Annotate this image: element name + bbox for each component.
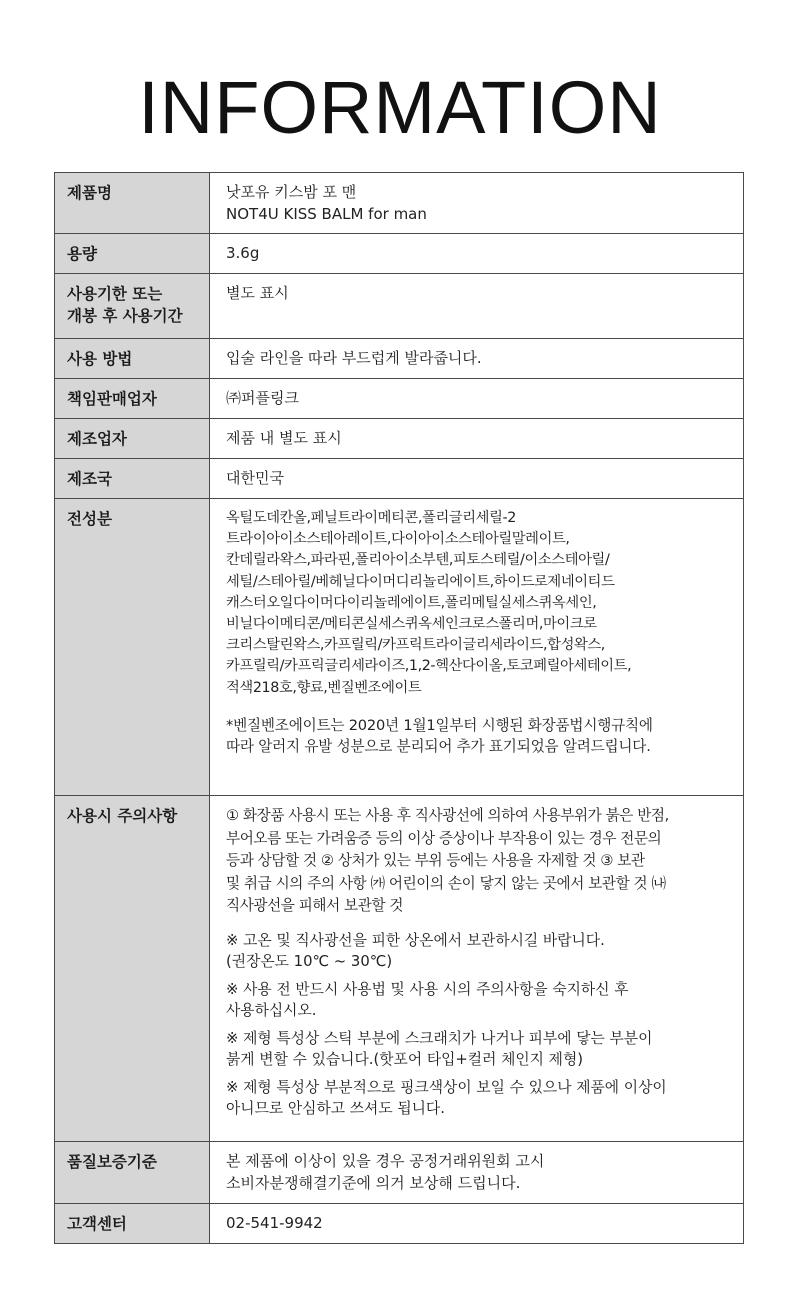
value-cell	[210, 173, 744, 234]
label-cell	[55, 499, 210, 796]
row-capacity	[55, 234, 744, 274]
product-info-table	[54, 172, 744, 1244]
label-cell	[55, 274, 210, 339]
label-cell	[55, 419, 210, 459]
label-cell	[55, 1204, 210, 1244]
value-cell	[210, 419, 744, 459]
caution-note: ※ 사용 전 반드시 사용법 및 사용 시의 주의사항을 숙지하신 후 사용하십시오.	[226, 980, 629, 1019]
value-cell	[210, 1204, 744, 1244]
row-expiry	[55, 274, 744, 339]
manufacturer-value: 제품 내 별도 표시	[226, 429, 342, 447]
value-cell	[210, 499, 744, 796]
caution-note: ※ 제형 특성상 스틱 부분에 스크래치가 나거나 피부에 닿는 부분이 붉게 변할 수 있습니다.(핫포어 타입+컬러 체인지 제형)	[226, 1029, 653, 1068]
warranty-value: 본 제품에 이상이 있을 경우 공정거래위원회 고시 소비자분쟁해결기준에 의거 보상해 드립니다.	[226, 1152, 545, 1192]
seller-label: 책임판매업자	[67, 390, 157, 408]
caution-note: ※ 고온 및 직사광선을 피한 상온에서 보관하시길 바랍니다. (권장온도 10℃ ~ 30℃)	[226, 931, 605, 970]
usage-value: 입술 라인을 따라 부드럽게 발라줍니다.	[226, 349, 482, 367]
capacity-value: 3.6g	[226, 244, 260, 262]
label-cell	[55, 173, 210, 234]
value-cell	[210, 796, 744, 1142]
expiry-label: 사용기한 또는 개봉 후 사용기간	[67, 285, 183, 325]
label-cell	[55, 796, 210, 1142]
ingredients-label: 전성분	[67, 510, 112, 528]
label-cell	[55, 459, 210, 499]
caution-note: ※ 제형 특성상 부분적으로 핑크색상이 보일 수 있으나 제품에 이상이 아니므로 안심하고 쓰셔도 됩니다.	[226, 1078, 667, 1117]
expiry-value: 별도 표시	[226, 284, 289, 302]
label-cell	[55, 234, 210, 274]
caution-main-text: ① 화장품 사용시 또는 사용 후 직사광선에 의하여 사용부위가 붉은 반점, 부어오름 또는 가려움증 등의 이상 증상이나 부작용이 있는 경우 전문의 등과 상담할 것 ② 상처가 있는 부위 등에는 사용을 자제할 것 ③ 보관 및 취급 시의 주의 사항 ㈎ 어린이의 손이 닿지 않는 곳에서 보관할 것 ㈏ 직사광선을 피해서 보관할 것	[226, 807, 669, 914]
country-label: 제조국	[67, 470, 112, 488]
customer-center-label: 고객센터	[67, 1215, 127, 1233]
label-cell	[55, 1142, 210, 1204]
row-product-name	[55, 173, 744, 234]
row-manufacturer	[55, 419, 744, 459]
row-country	[55, 459, 744, 499]
page-title: INFORMATION	[138, 66, 662, 149]
ingredients-value: 옥틸도데칸올,페닐트라이메티콘,폴리글리세릴-2 트라이아이소스테아레이트,다이아이소스테아릴말레이트, 칸데릴라왁스,파라핀,폴리아이소부텐,피토스테릴/이소스테아릴/ 세틸/스테아릴/베헤닐다이머디리놀리에이트,하이드로제네이티드 캐스터오일다이머다이리놀레에이트,폴리메틸실세스퀴옥세인, 비닐다이메티콘/메티콘실세스퀴옥세인크로스폴리머,마이크로 크리스탈린왁스,카프릴릭/카프릭트라이글리세라이드,합성왁스, 카프릴릭/카프릭글리세라이즈,1,2-헥산다이올,토코페릴아세테이트, 적색218호,향료,벤질벤조에이트	[226, 510, 632, 696]
row-seller	[55, 379, 744, 419]
row-ingredients	[55, 499, 744, 796]
label-cell	[55, 379, 210, 419]
value-cell	[210, 459, 744, 499]
value-cell	[210, 339, 744, 379]
manufacturer-label: 제조업자	[67, 430, 127, 448]
product-name-label: 제품명	[67, 184, 112, 202]
label-cell	[55, 339, 210, 379]
value-cell	[210, 234, 744, 274]
value-cell	[210, 1142, 744, 1204]
allergen-note: *벤질벤조에이트는 2020년 1월1일부터 시행된 화장품법시행규칙에 따라 알러지 유발 성분으로 분리되어 추가 표기되었음 알려드립니다.	[226, 716, 653, 756]
row-customer-center	[55, 1204, 744, 1244]
row-warranty	[55, 1142, 744, 1204]
customer-center-phone: 02-541-9942	[226, 1214, 323, 1232]
seller-value: ㈜퍼플링크	[226, 389, 299, 407]
value-cell	[210, 379, 744, 419]
caution-notes	[210, 930, 743, 1120]
warranty-label: 품질보증기준	[67, 1153, 157, 1171]
value-cell	[210, 274, 744, 339]
capacity-label: 용량	[67, 245, 97, 263]
row-usage	[55, 339, 744, 379]
country-value: 대한민국	[226, 469, 284, 487]
usage-label: 사용 방법	[67, 350, 133, 368]
product-name-value: 낫포유 키스밤 포 맨 NOT4U KISS BALM for man	[226, 183, 427, 223]
caution-label: 사용시 주의사항	[67, 807, 178, 825]
row-caution	[55, 796, 744, 1142]
